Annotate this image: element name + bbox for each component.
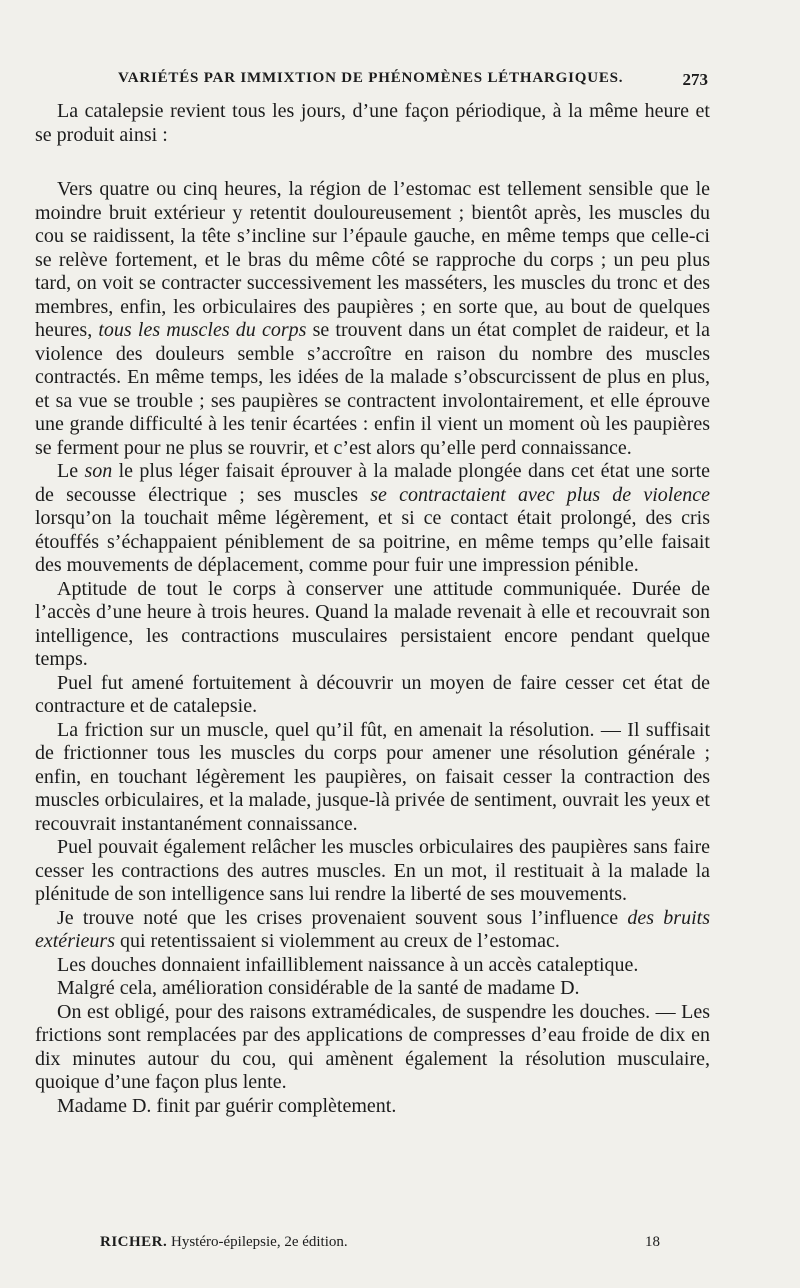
page-number: 273 xyxy=(682,70,708,89)
signature-author: RICHER. xyxy=(100,1234,168,1250)
text-run: La catalepsie revient tous les jours, d’une façon périodique, à la même heure et se produit ainsi : xyxy=(35,100,710,146)
text-run: Aptitude de tout le corps à conserver une attitude communiquée. Durée de l’accès d’une heure à trois heures. Quand la malade revenait à elle et recouvrait son intelligence, les contractions musculaires persistaient encore pendant quelque temps. xyxy=(35,577,710,670)
paragraph xyxy=(35,719,710,837)
text-run: Madame D. finit par guérir complètement. xyxy=(57,1094,397,1117)
text-run: Malgré cela, amélioration considérable de la santé de madame D. xyxy=(57,977,580,999)
page-header xyxy=(118,70,708,94)
body-text xyxy=(35,100,710,1118)
text-run: lorsqu’on la touchait même légèrement, et si ce contact était prolongé, des cris étouffés s’échappaient péniblement de sa poitrine, en même temps qu’elle faisait des mouvements de déplacement, comme pour fuir une impression pénible. xyxy=(35,507,710,576)
text-run: On est obligé, pour des raisons extramédicales, de suspendre les douches. — Les frictions sont remplacées par des applications de compresses d’eau froide de dix en dix minutes autour du cou, qui amènent également la résolution musculaire, quoique d’une façon plus lente. xyxy=(35,1000,710,1093)
paragraph xyxy=(35,836,710,907)
text-run: Les douches donnaient infailliblement naissance à un accès cataleptique. xyxy=(57,953,639,976)
signature-line xyxy=(100,1234,348,1251)
italic-text: tous les muscles du corps xyxy=(98,319,307,341)
italic-text: son xyxy=(84,460,113,482)
text-run: La friction sur un muscle, quel qu’il fût, en amenait la résolution. — Il suffisait de frictionner tous les muscles du corps pour amener une résolution générale ; enfin, en touchant légèrement les paupières, on faisait cesser la contraction des muscles orbiculaires, et la malade, jusque-là privée de sentiment, ouvrait les yeux et recouvrait instantanément connaissance. xyxy=(35,718,710,835)
paragraph xyxy=(35,578,710,672)
paragraph xyxy=(35,1001,710,1095)
italic-text: se contractaient avec plus de violence xyxy=(370,483,710,506)
text-run: Vers quatre ou cinq heures, la région de l’estomac est tellement sensible que le moindre bruit extérieur y retentit douloureusement ; bientôt après, les muscles du cou se raidissent, la tête s’incline sur l’épaule gauche, en même temps que celle-ci se relève fortement, et le bras du même côté se rapproche du corps ; un peu plus tard, on voit se contracter successivement les masséters, les muscles du tronc et des membres, enfin, les orbiculaires des paupières ; en sorte que, au bout de quelques heures, xyxy=(35,178,710,341)
signature-title: Hystéro-épilepsie, 2e édition. xyxy=(167,1234,348,1250)
text-run: se trouvent dans un état complet de raideur, et la violence des douleurs semble s’accroître en raison du nombre des muscles contractés. En même temps, les idées de la malade s’obscurcissent de plus en plus, et sa vue se trouble ; ses paupières se contractent involontairement, et elle éprouve une grande difficulté à les tenir écartées : enfin il vient un moment où les paupières se ferment pour ne plus se rouvrir, et c’est alors qu’elle perd connaissance. xyxy=(35,319,710,459)
text-run: Puel fut amené fortuitement à découvrir un moyen de faire cesser cet état de contracture et de catalepsie. xyxy=(35,671,710,717)
paragraph xyxy=(35,907,710,954)
text-run: le plus léger faisait éprouver à la malade plongée dans cet état une sorte de secousse électrique ; ses muscles xyxy=(35,460,710,506)
text-run: Je trouve noté que les crises provenaient souvent sous l’influence xyxy=(57,906,628,929)
paragraph xyxy=(35,672,710,719)
paragraph xyxy=(35,178,710,460)
running-head: VARIÉTÉS PAR IMMIXTION DE PHÉNOMÈNES LÉTHARGIQUES. xyxy=(118,70,624,86)
text-run: qui retentissaient si violemment au creux de l’estomac. xyxy=(114,930,560,952)
signature-number: 18 xyxy=(645,1234,660,1250)
paragraph xyxy=(35,977,710,1001)
text-run: Le xyxy=(57,460,85,482)
paragraph xyxy=(35,1095,710,1119)
page-footer xyxy=(100,1234,660,1258)
paragraph xyxy=(35,460,710,578)
italic-text: des bruits extérieurs xyxy=(35,906,710,952)
paragraph xyxy=(35,100,710,147)
paragraph xyxy=(35,954,710,978)
text-run: Puel pouvait également relâcher les muscles orbiculaires des paupières sans faire cesser les contractions des autres muscles. En un mot, il restituait à la malade la plénitude de son intelligence sans lui rendre la liberté de ses mouvements. xyxy=(35,836,710,905)
